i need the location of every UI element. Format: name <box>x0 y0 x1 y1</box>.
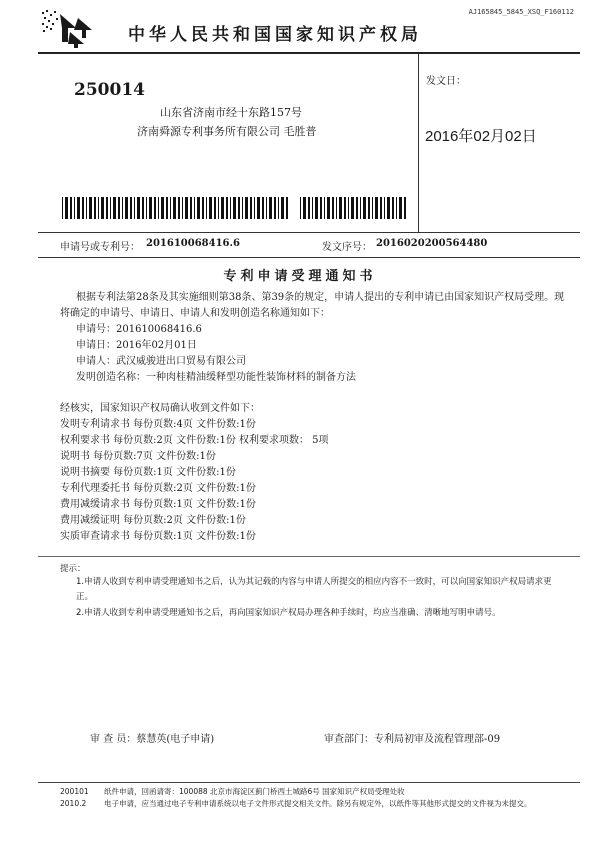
application-number-line: 申请号：201610068416.6 <box>76 324 202 335</box>
barcode-left <box>62 197 290 219</box>
note-item: 2.申请人收到专利申请受理通知书之后，再向国家知识产权局办理各种手续时，均应当准确、清晰地写明申请号。 <box>76 608 501 618</box>
received-file-row: 专利代理委托书 每份页数:2页 文件份数:1份 <box>60 483 256 494</box>
office-title: 中华人民共和国国家知识产权局 <box>128 25 422 45</box>
note-item: 1.申请人收到专利申请受理通知书之后，认为其记载的内容与申请人所提交的相应内容不一致时，可以向国家知识产权局请求更正。 <box>76 577 552 602</box>
document-code: AJ165845_5845_XSQ_F160112 <box>468 8 574 16</box>
footer-text: 纸件申请，回函请寄：100088 北京市海淀区蓟门桥西土城路6号 国家知识产权局受理处收 <box>104 787 405 796</box>
application-date-line: 申请日：2016年02月01日 <box>76 340 197 351</box>
footer-code: 2010.2 <box>60 799 87 808</box>
footer-code: 200101 <box>60 787 89 796</box>
received-file-row: 费用减缓请求书 每份页数:1页 文件份数:1份 <box>60 499 256 510</box>
received-file-row: 权利要求书 每份页数:2页 文件份数:1份 权利要求项数： 5项 <box>60 435 329 446</box>
application-number-value: 201610068416.6 <box>146 238 240 249</box>
notice-title: 专利申请受理通知书 <box>223 269 377 284</box>
header-divider <box>38 52 580 54</box>
barcode-right <box>300 197 408 219</box>
notes-label: 提示： <box>60 564 86 574</box>
footer-text: 电子申请，应当通过电子专利申请系统以电子文件形式提交相关文件。除另有规定外，以纸件等其他形式提交的文件视为未提交。 <box>104 799 532 808</box>
received-file-row: 实质审查请求书 每份页数:1页 文件份数:1份 <box>60 531 256 542</box>
notice-intro: 根据专利法第28条及其实施细则第38条、第39条的规定，申请人提出的专利申请已由国家知识产权局受理。现将确定的申请号、申请日、申请人和发明创造名称通知如下： <box>60 292 565 319</box>
applicant-line: 申请人：武汉威骏进出口贸易有限公司 <box>76 356 246 367</box>
recipient-address: 山东省济南市经十东路157号 <box>160 106 302 119</box>
issue-date-divider <box>418 54 419 232</box>
application-top-divider <box>38 232 580 233</box>
received-file-row: 说明书 每份页数:7页 文件份数:1份 <box>60 451 216 462</box>
application-number-label: 申请号或专利号： <box>60 242 140 253</box>
received-file-row: 费用减缓证明 每份页数:2页 文件份数:1份 <box>60 515 246 526</box>
serial-number-value: 2016020200564480 <box>376 238 488 249</box>
postal-code: 250014 <box>74 80 145 100</box>
sipo-logo-icon <box>40 8 96 48</box>
received-file-row: 发明专利请求书 每份页数:4页 文件份数:1份 <box>60 419 256 430</box>
footer-divider <box>38 782 580 783</box>
application-bottom-divider <box>38 257 580 258</box>
received-file-row: 说明书摘要 每份页数:1页 文件份数:1份 <box>60 467 236 478</box>
issue-date: 2016年02月02日 <box>425 128 537 145</box>
serial-number-label: 发文序号： <box>322 242 372 253</box>
reviewer: 审 查 员：蔡慧英(电子申请) <box>90 734 215 745</box>
recipient-agency: 济南舜源专利事务所有限公司 毛胜普 <box>137 125 317 138</box>
notes-divider <box>38 556 580 557</box>
review-department: 审查部门：专利局初审及流程管理部-09 <box>324 734 501 745</box>
received-files-intro: 经核实，国家知识产权局确认收到文件如下： <box>60 403 260 414</box>
issue-date-label: 发文日： <box>426 76 466 87</box>
invention-title-line: 发明创造名称：一种肉桂精油缓释型功能性装饰材料的制备方法 <box>76 372 356 383</box>
